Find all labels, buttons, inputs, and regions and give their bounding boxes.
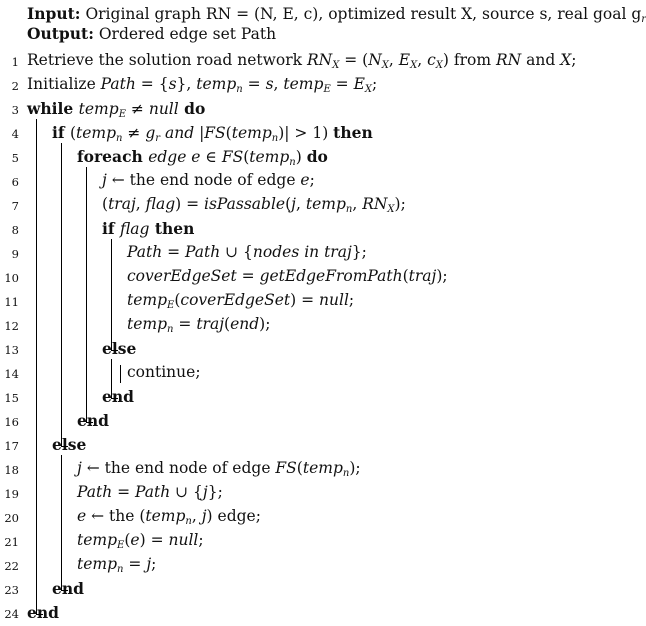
input-text: Original graph RN = (N, E, c), optimized result X, source s, real goal g [80,5,642,23]
code-token: FS [221,148,244,166]
code-token: temp [127,315,168,333]
code-token: traj [108,195,136,213]
code-token: E [117,540,125,551]
output-text: Ordered edge set Path [93,25,277,43]
line-number: 15 [4,391,19,405]
line-number: 2 [11,79,19,93]
code-token: E [353,75,365,93]
code-token: ← the ( [86,507,146,525]
code-token: n [289,157,296,168]
code-token: ); [436,267,448,285]
output-label: Output: [27,24,94,43]
code-line [0,434,615,458]
code-token: temp [76,124,117,142]
code-token: e [130,531,140,549]
code-line [0,98,615,122]
code-token: , [295,195,306,213]
code-line [0,122,615,146]
code-token: temp [231,124,272,142]
code-token: ( [174,291,181,309]
code-token: n [117,564,124,575]
line-number: 24 [4,607,19,621]
code-token: end [230,315,260,333]
code-line [0,506,615,530]
line-number: 14 [4,367,19,381]
block-bar [111,359,112,398]
code-token: getEdgeFromPath [259,267,403,285]
code-token: ∪ { [220,243,253,261]
input-sub: r [641,14,646,25]
code-token: c [427,51,436,69]
code-token: and [160,124,200,142]
code-token: FS [204,124,226,142]
code-token: Path [185,243,221,261]
code-token: temp [196,75,237,93]
code-line [0,602,615,626]
code-token: FS [275,459,297,477]
code-token: then [333,123,373,142]
line-code [102,387,134,406]
code-token: E [323,84,331,95]
code-token: ); [259,315,271,333]
line-code [77,483,223,501]
code-token: }, [176,75,197,93]
line-number: 18 [4,463,19,477]
line-number: 4 [11,127,19,141]
block-bar [61,455,62,590]
code-token: else [52,435,87,454]
code-line [0,194,615,218]
code-token: e [77,507,87,525]
code-token: ); [349,459,361,477]
code-token: Path [135,483,171,501]
block-bar [61,143,62,446]
code-line [0,578,615,602]
code-line [0,458,615,482]
code-token: X [435,60,443,71]
code-token: while [27,99,79,118]
code-token: X [381,60,389,71]
code-token: n [236,84,243,95]
code-token: ≠ [126,100,149,118]
code-token: do [306,147,328,166]
code-token: ; [151,555,157,573]
line-code [52,435,86,454]
block-bar-end [111,350,118,351]
code-token: coverEdgeSet [127,267,237,285]
code-line [0,482,615,506]
line-number: 7 [11,199,19,213]
code-token: ) = [139,531,169,549]
code-token: s [265,75,274,93]
code-token: | [199,124,205,142]
line-number: 10 [4,271,19,285]
code-token: flag [145,195,176,213]
code-token: r [155,133,161,144]
code-token: null [168,531,199,549]
line-code [77,147,328,166]
code-token: n [342,468,350,479]
code-token: ) edge; [206,507,261,525]
line-number: 17 [4,439,19,453]
code-token: ( [224,315,231,333]
code-token: Initialize [27,75,101,93]
code-token: E [167,300,175,311]
code-line [0,554,615,578]
code-token: ( [402,267,409,285]
line-code [127,267,448,285]
code-token: RN [306,51,333,69]
code-token: ∪ { [170,483,203,501]
block-bar-end [61,446,68,447]
code-token: E [118,109,126,120]
code-line [0,218,615,242]
code-line [0,266,615,290]
code-token: N [368,51,382,69]
line-number: 9 [11,247,19,261]
code-token: ( [285,195,292,213]
block-bar [36,119,37,614]
code-token: ( [296,459,303,477]
code-token: X [364,84,373,95]
line-code [102,171,315,189]
code-token: j [201,507,207,525]
code-token: j [77,459,82,477]
code-token: n [167,324,174,335]
code-token: temp [305,195,346,213]
line-code [52,579,84,598]
code-token: , [191,507,202,525]
code-token: = [330,75,354,93]
code-token: RN [495,51,522,69]
line-number: 20 [4,511,19,525]
code-token: ( [243,148,250,166]
code-token: end [27,603,59,622]
line-number: 21 [4,535,19,549]
line-number: 16 [4,415,19,429]
line-code [27,603,59,622]
line-code [127,243,367,261]
line-code [27,99,205,118]
code-token: else [102,339,137,358]
code-line [0,338,615,362]
code-token: e [300,171,310,189]
line-number: 8 [11,223,19,237]
code-token: j [202,483,208,501]
code-token: ( [124,531,131,549]
code-token: X [387,204,395,215]
code-token: j [146,555,152,573]
block-bar-end [111,398,118,399]
line-number: 19 [4,487,19,501]
code-token: traj [408,267,437,285]
code-token: E [398,51,411,69]
code-token: j [291,195,296,213]
code-token: X [332,60,340,71]
code-token: = [236,267,260,285]
code-token: }; [351,243,367,261]
code-token: temp [249,148,290,166]
line-number: 6 [11,175,19,189]
line-number: 1 [11,55,19,69]
code-token: ; [372,75,378,93]
code-token: ← the end node of edge [81,459,276,477]
block-bar-end [61,590,68,591]
code-token: }; [207,483,223,501]
code-token: = [242,75,266,93]
line-code [127,315,270,333]
code-token: n [116,133,123,144]
code-token: ) = [175,195,205,213]
code-token: ) = [290,291,320,309]
code-token: RN [362,195,388,213]
code-token: if [102,219,120,238]
line-code [27,51,577,69]
code-token: Path [77,483,113,501]
code-token: temp [78,100,119,118]
code-token: foreach [77,147,149,166]
code-token: j [102,171,107,189]
code-line [0,74,615,98]
code-token: = [162,243,186,261]
code-line [0,146,615,170]
code-line [0,314,615,338]
code-token: = [123,555,147,573]
code-token: coverEdgeSet [180,291,291,309]
code-line [0,170,615,194]
code-token: ( [225,124,232,142]
code-token: traj [196,315,225,333]
code-token: X [560,51,572,69]
code-token: end [77,411,109,430]
code-token: ≠ [122,124,146,142]
code-token: temp [77,531,118,549]
code-token: Path [100,75,136,93]
code-token: if [52,123,70,142]
line-code [77,531,204,549]
block-bar-end [36,614,43,615]
line-number: 23 [4,583,19,597]
code-token: Path [127,243,163,261]
code-token: , [417,51,428,69]
code-token: ); [394,195,406,213]
code-line [0,242,615,266]
line-code [102,339,136,358]
line-code [52,123,373,142]
line-number: 3 [11,103,19,117]
line-code [102,219,194,238]
code-token: nodes in traj [252,243,352,261]
code-token: continue; [127,363,201,381]
line-code [127,363,201,381]
code-token: temp [283,75,324,93]
code-token: = [173,315,197,333]
code-token: null [319,291,349,309]
code-token: ) from [442,51,496,69]
code-token: ; [309,171,315,189]
code-token: = { [135,75,169,93]
code-token: Retrieve the solution road network [27,51,307,69]
code-token: temp [302,459,343,477]
code-token: g [145,124,156,142]
code-token: end [102,387,134,406]
input-line [27,4,646,23]
code-token: n [185,516,192,527]
code-token: = ( [339,51,369,69]
code-token: end [52,579,84,598]
code-token: n [345,204,353,215]
line-code [27,75,377,93]
code-token: temp [127,291,168,309]
code-token: ← the end node of edge [106,171,301,189]
code-line [0,362,615,386]
code-line [0,290,615,314]
code-token: ) [295,148,307,166]
line-code [102,195,406,213]
line-number: 13 [4,343,19,357]
code-token: ( [69,124,77,142]
line-number: 22 [4,559,19,573]
code-token: temp [145,507,186,525]
block-bar [120,365,121,383]
code-token: , [135,195,146,213]
block-bar [111,239,112,350]
code-line [0,50,615,74]
code-token: , [352,195,363,213]
line-number: 12 [4,319,19,333]
code-line [0,530,615,554]
code-token: null [148,100,179,118]
code-token: then [149,219,195,238]
code-token: ∈ [200,148,222,166]
line-number: 5 [11,151,19,165]
line-code [127,291,354,309]
code-token: edge e [148,148,201,166]
code-token: ; [198,531,204,549]
code-token: n [271,133,279,144]
line-code [77,459,361,477]
code-token: temp [77,555,118,573]
code-token: ; [348,291,355,309]
code-token: ( [102,195,109,213]
block-bar-end [86,422,93,423]
code-token: X [410,60,418,71]
code-line [0,386,615,410]
code-token: isPassable [204,195,286,213]
line-code [77,555,156,573]
line-code [77,507,261,525]
line-code [77,411,109,430]
code-token: do [178,99,206,118]
output-line [27,24,276,43]
code-token: )| > 1) [278,124,334,142]
code-token: , [388,51,399,69]
block-bar [86,167,87,422]
code-token: and [521,51,561,69]
code-token: = [112,483,136,501]
code-token: flag [119,220,150,238]
input-label: Input: [27,4,81,23]
code-token: ; [571,51,577,69]
line-number: 11 [4,295,19,309]
code-token: , [273,75,284,93]
code-token: s [168,75,177,93]
